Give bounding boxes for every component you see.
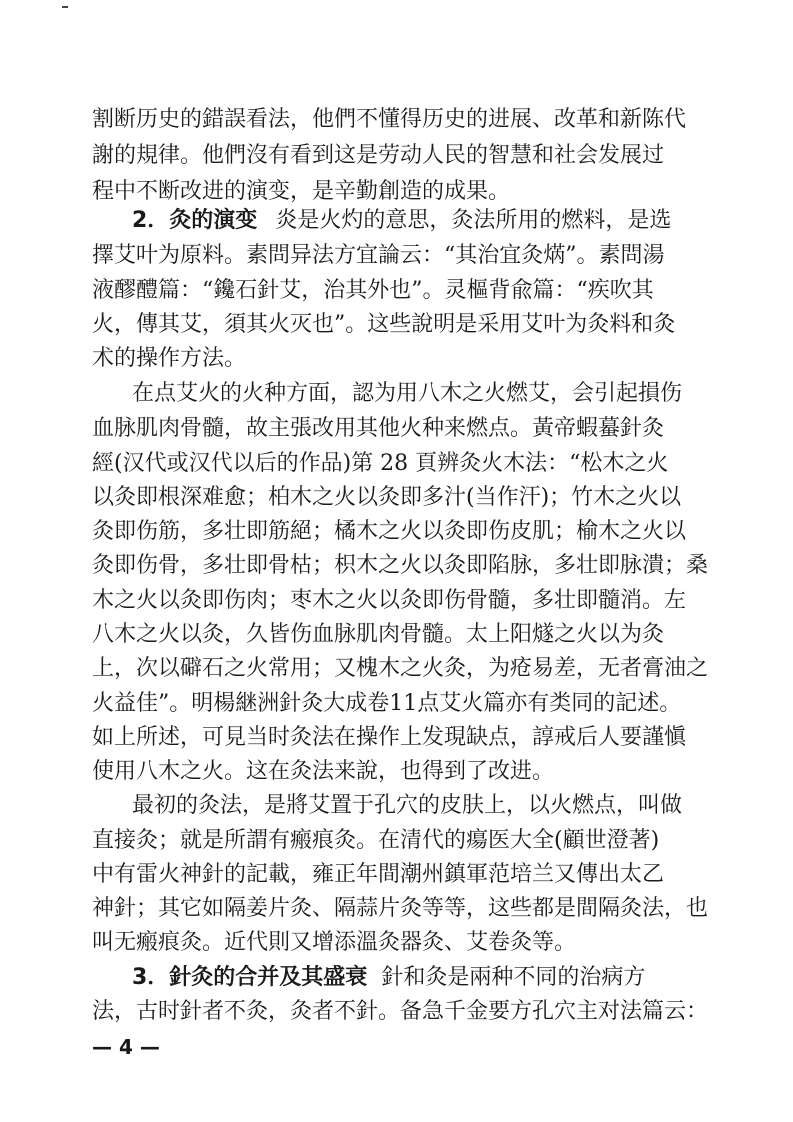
scan-mark <box>62 6 68 8</box>
text-line: 火，傳其艾，須其火灭也”。这些說明是采用艾叶为灸料和灸 <box>92 312 676 337</box>
text-line: 术的操作方法。 <box>92 346 247 371</box>
text-line: 叫无瘢痕灸。近代則又增添溫灸器灸、艾卷灸等。 <box>92 930 577 955</box>
text-line: 液醪醴篇：“鑱石針艾，治其外也”。灵樞背兪篇：“疾吹其 <box>92 278 654 303</box>
section-2-first-line <box>132 203 672 239</box>
text-line: 如上所述，可見当时灸法在操作上发現缺点，諄戒后人要謹愼 <box>92 725 687 750</box>
text-line: 神針；其它如隔姜片灸、隔蒜片灸等等，这些都是間隔灸法，也 <box>92 896 709 921</box>
section-3-first-line <box>132 960 646 996</box>
page-number: — 4 — <box>92 1035 160 1059</box>
text-line: 灸即伤筋，多壮即筋絕；橘木之火以灸即伤皮肌；榆木之火以 <box>92 519 687 544</box>
text-line: 割断历史的錯誤看法，他們不懂得历史的进展、改革和新陈代 <box>92 107 687 132</box>
text-line: 直接灸；就是所謂有瘢痕灸。在清代的瘍医大全(顧世澄著) <box>92 828 660 853</box>
paragraph-first-line: 最初的灸法，是將艾置于孔穴的皮肤上，以火燃点，叫做 <box>132 793 683 818</box>
text-line: 經(汉代或汉代以后的作品)第 28 頁辨灸火木法：“松木之火 <box>92 451 669 476</box>
text-line: 謝的規律。他們沒有看到这是劳动人民的智慧和社会发展过 <box>92 143 665 168</box>
text-line: 炎是火灼的意思，灸法所用的燃料，是选 <box>275 208 672 233</box>
text-line: 血脉肌肉骨髓，故主張改用其他火种来燃点。黃帝蝦蟇針灸 <box>92 416 665 441</box>
text-line: 法，古时針者不灸，灸者不針。备急千金要方孔穴主对法篇云： <box>92 999 709 1024</box>
text-line: 上，次以礔石之火常用；又槐木之火灸，为疮易差，无者膏油之 <box>92 656 709 681</box>
text-line: 八木之火以灸，久皆伤血脉肌肉骨髓。太上阳燧之火以为灸 <box>92 622 665 647</box>
paragraph-first-line: 在点艾火的火种方面，認为用八木之火燃艾，会引起損伤 <box>132 381 683 406</box>
text-line: 木之火以灸即伤肉；枣木之火以灸即伤骨髓，多壮即髓消。左 <box>92 588 687 613</box>
text-line: 以灸即根深难愈；柏木之火以灸即多汁(当作汗)；竹木之火以 <box>92 485 682 510</box>
section-heading-2: 2．灸的演变 <box>132 208 258 233</box>
text-line: 中有雷火神針的記載，雍正年間潮州鎮軍范培兰又傳出太乙 <box>92 862 665 887</box>
text-line: 灸即伤骨，多壮即骨枯；枳木之火以灸即陷脉，多壮即脉潰；桑 <box>92 553 709 578</box>
text-line: 使用八木之火。这在灸法来說，也得到了改进。 <box>92 759 555 784</box>
text-line: 針和灸是兩种不同的治病方 <box>381 965 646 990</box>
section-heading-3: 3．針灸的合并及其盛衰 <box>132 965 368 990</box>
text-line: 程中不断改进的演变，是辛勤創造的成果。 <box>92 179 511 204</box>
text-line: 擇艾叶为原料。素問异法方宜論云：“其治宜灸焫”。素問湯 <box>92 243 665 268</box>
text-line: 火益佳”。明楊継洲針灸大成卷11点艾火篇亦有类同的記述。 <box>92 691 682 716</box>
